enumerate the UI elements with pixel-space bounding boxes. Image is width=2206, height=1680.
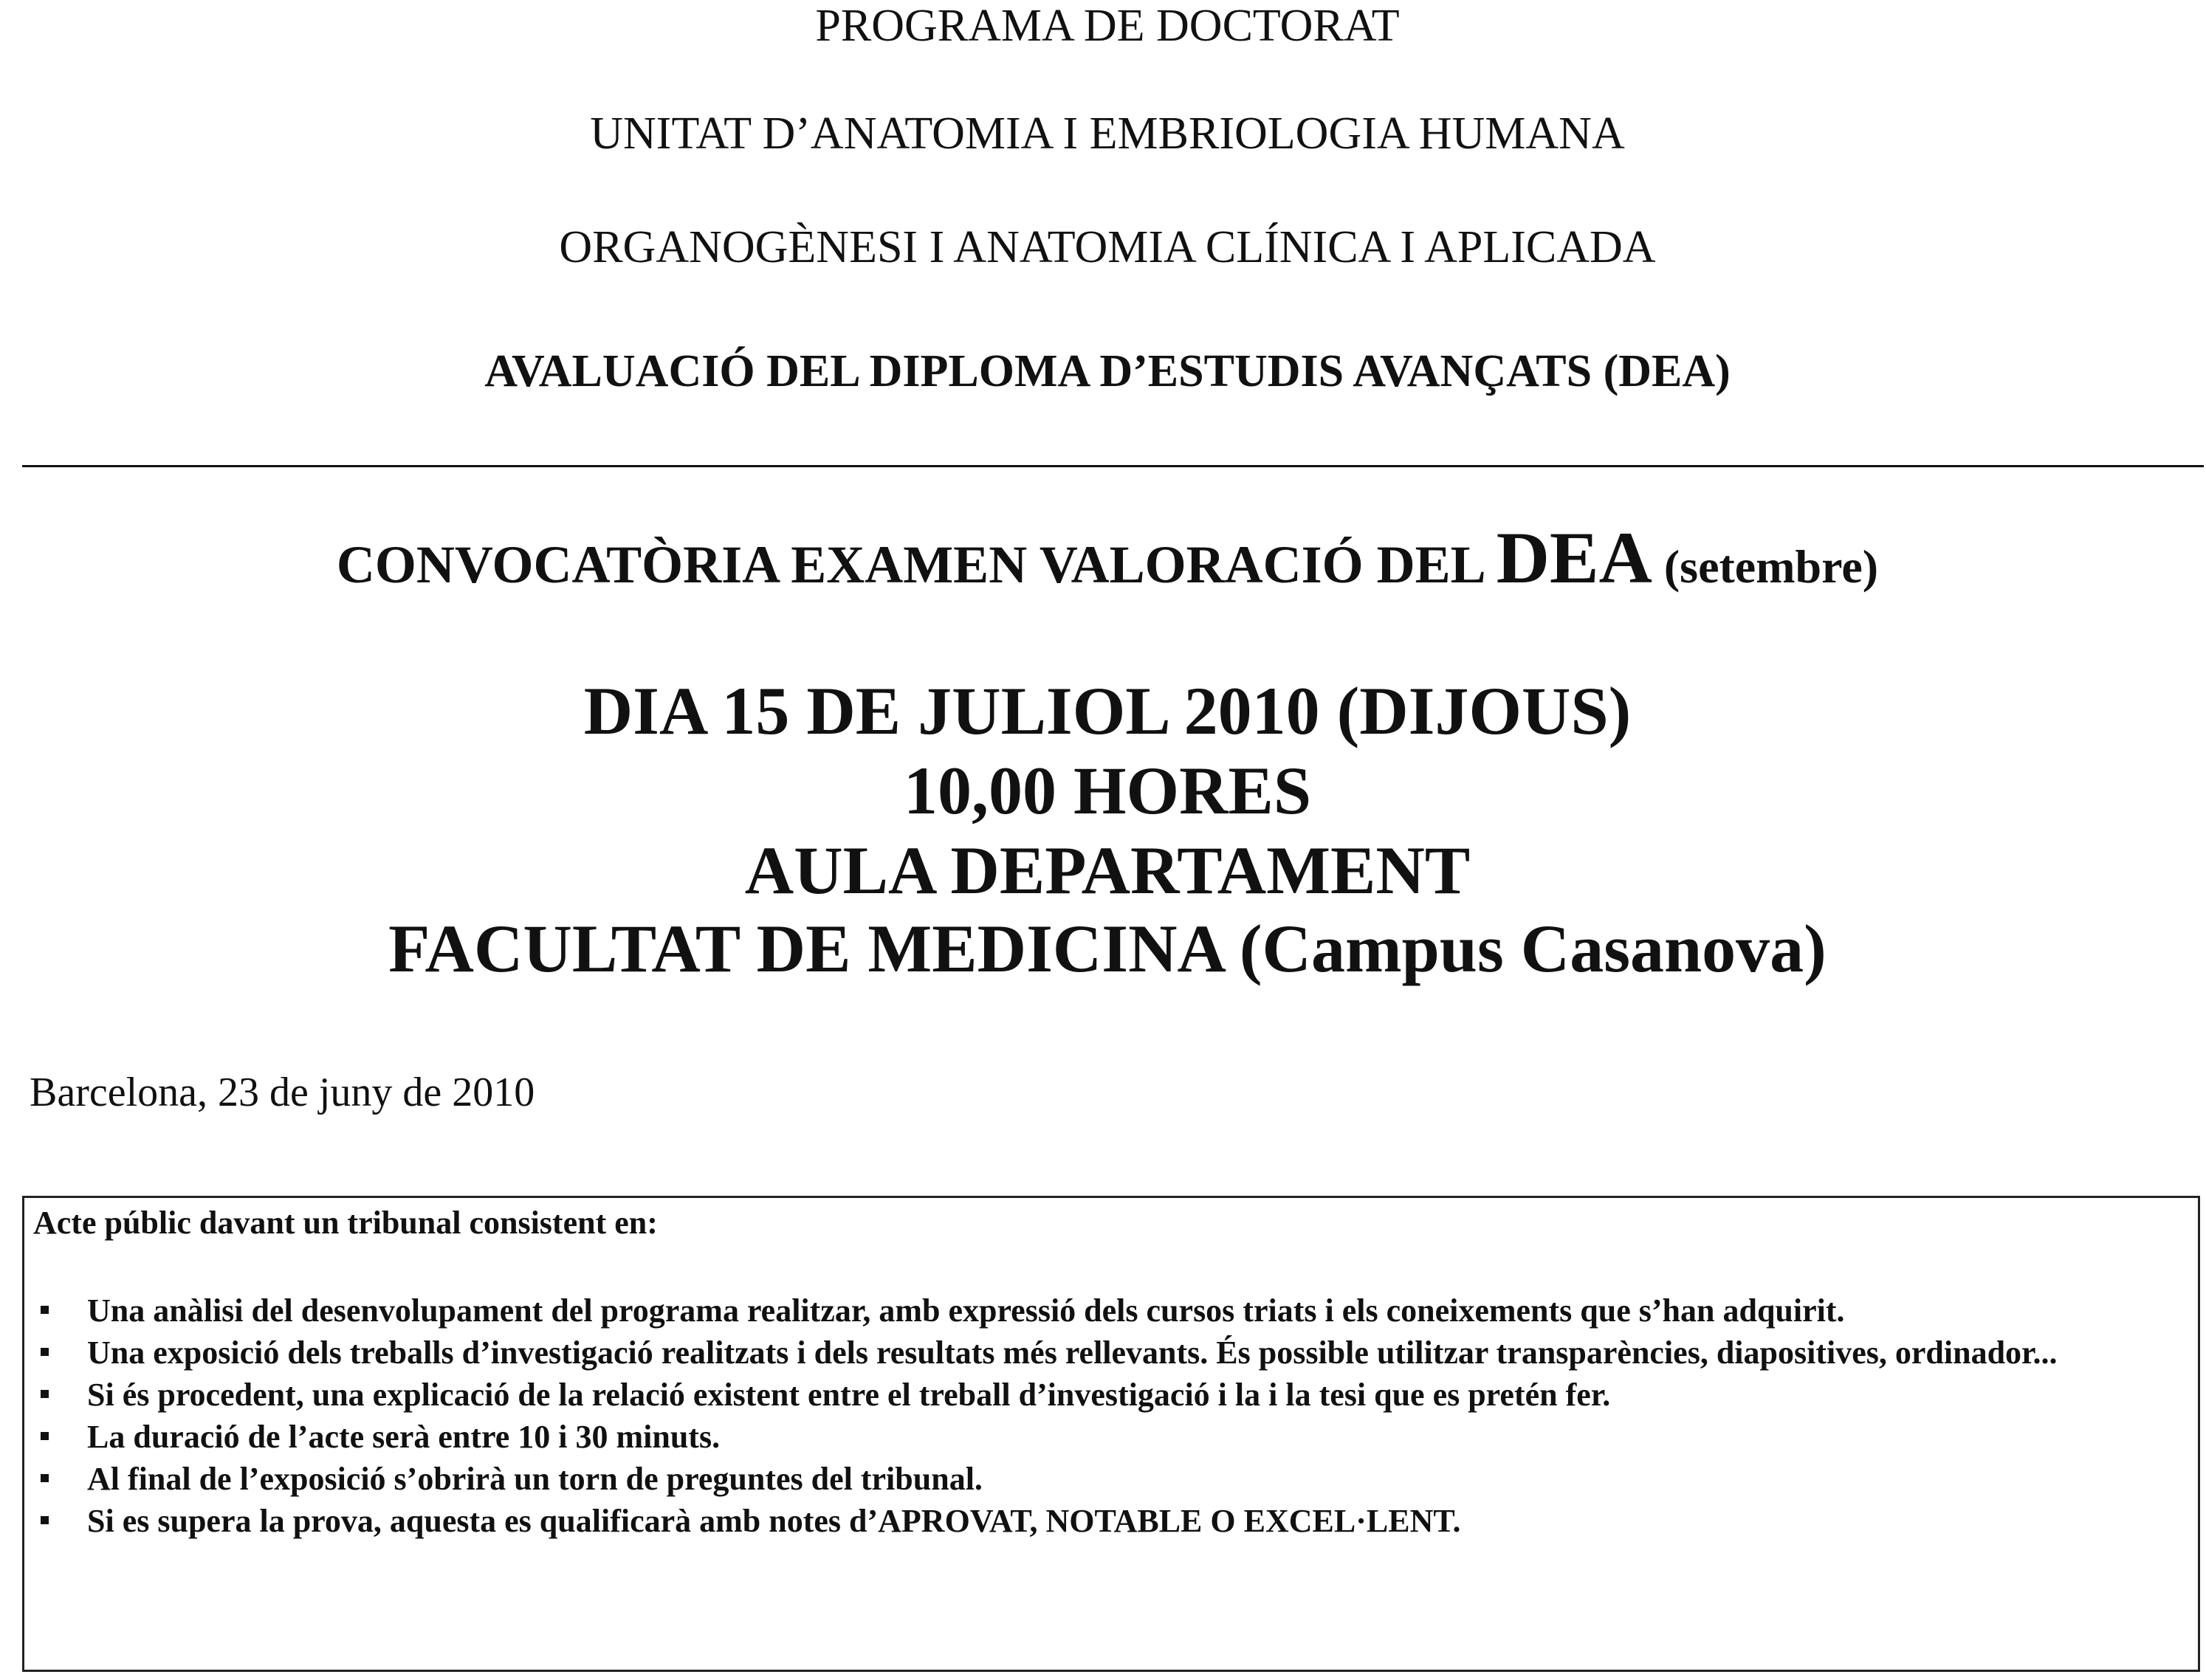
divider bbox=[22, 465, 2204, 467]
list-item-text: Si es supera la prova, aquesta es qualificarà amb notes d’APROVAT, NOTABLE O EXCEL·LENT. bbox=[87, 1503, 1461, 1539]
info-list bbox=[24, 1290, 2191, 1542]
info-box-heading: Acte públic davant un tribunal consistent en: bbox=[33, 1205, 658, 1241]
subject-title: ORGANOGÈNESI I ANATOMIA CLÍNICA I APLICADA bbox=[559, 222, 1656, 272]
convocatoria-prefix: CONVOCATÒRIA EXAMEN VALORACIÓ DEL bbox=[336, 535, 1497, 594]
convocatoria-heading bbox=[0, 515, 2206, 600]
event-room: AULA DEPARTAMENT bbox=[744, 833, 1471, 908]
list-item bbox=[24, 1416, 2191, 1458]
program-title: PROGRAMA DE DOCTORAT bbox=[815, 1, 1400, 51]
list-item-text: Una exposició dels treballs d’investigació realitzats i dels resultats més rellevants. És possible utilitzar transparències, diapositives, ordinador... bbox=[87, 1335, 2058, 1371]
list-item-text: La duració de l’acte serà entre 10 i 30 minuts. bbox=[87, 1419, 721, 1455]
list-item-text: Si és procedent, una explicació de la relació existent entre el treball d’investigació i la i la tesi que es pretén fer. bbox=[87, 1377, 1611, 1413]
list-item-text: Una anàlisi del desenvolupament del programa realitzar, amb expressió dels cursos triats i els coneixements que s’han adquirit. bbox=[87, 1292, 1845, 1329]
list-item bbox=[24, 1374, 2191, 1416]
bullet-icon bbox=[41, 1516, 49, 1524]
bullet-icon bbox=[41, 1432, 49, 1440]
evaluation-title: AVALUACIÓ DEL DIPLOMA D’ESTUDIS AVANÇATS (DEA) bbox=[484, 346, 1731, 396]
bullet-icon bbox=[41, 1348, 49, 1356]
list-item-text: Al final de l’exposició s’obrirà un torn de preguntes del tribunal. bbox=[87, 1461, 983, 1497]
convocatoria-suffix: (setembre) bbox=[1652, 540, 1879, 593]
info-box bbox=[22, 1196, 2200, 1672]
list-item bbox=[24, 1458, 2191, 1500]
convocatoria-emphasis: DEA bbox=[1496, 517, 1652, 599]
bullet-icon bbox=[41, 1474, 49, 1482]
event-time: 10,00 HORES bbox=[903, 753, 1312, 828]
bullet-icon bbox=[41, 1306, 49, 1314]
event-date: DIA 15 DE JULIOL 2010 (DIJOUS) bbox=[583, 673, 1632, 748]
unit-title: UNITAT D’ANATOMIA I EMBRIOLOGIA HUMANA bbox=[590, 109, 1625, 159]
list-item bbox=[24, 1332, 2191, 1374]
event-place: FACULTAT DE MEDICINA (Campus Casanova) bbox=[388, 911, 1827, 986]
place-date: Barcelona, 23 de juny de 2010 bbox=[30, 1070, 535, 1115]
list-item bbox=[24, 1290, 2191, 1332]
list-item bbox=[24, 1500, 2191, 1542]
bullet-icon bbox=[41, 1390, 49, 1398]
